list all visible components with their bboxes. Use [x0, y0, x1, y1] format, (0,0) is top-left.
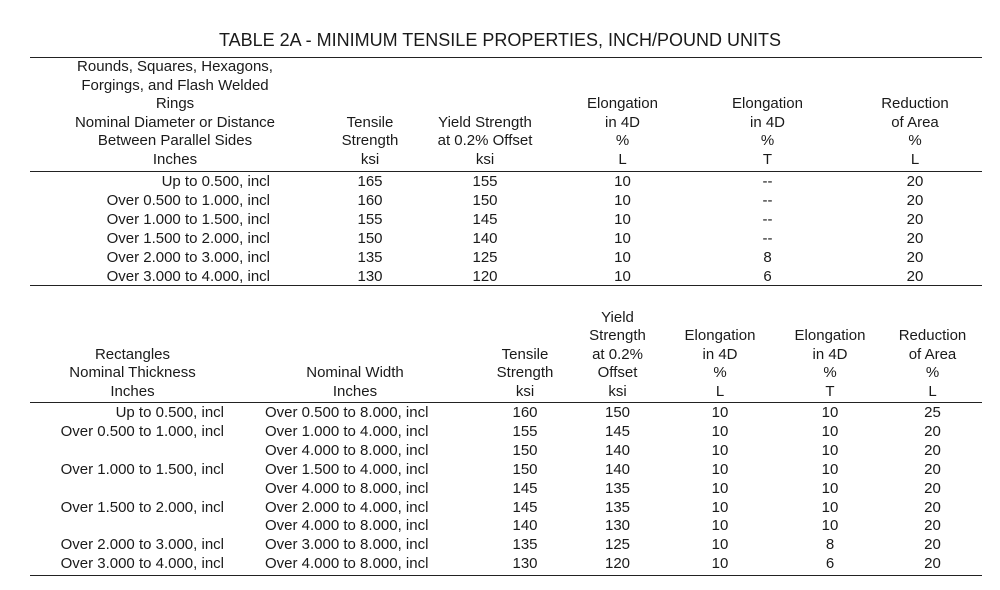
reduction-cell: 20 [906, 173, 924, 190]
width-cell: Over 4.000 to 8.000, incl [265, 479, 429, 497]
thickness-header-line: Rectangles [94, 345, 171, 363]
elongation-l-header-line: % [615, 132, 630, 150]
size-header-line: Rounds, Squares, Hexagons, [77, 58, 273, 75]
reduction-cell: 20 [924, 555, 941, 573]
thickness-header-line: Inches [110, 383, 155, 400]
tensile-cell: 140 [512, 517, 538, 535]
reduction-header-line: of Area [891, 113, 939, 131]
elongation-l-cell: 10 [614, 192, 631, 209]
elongation-t-cell: -- [762, 192, 773, 209]
size-cell: Over 0.500 to 1.000, incl [106, 192, 270, 209]
yield-header-line: Offset [597, 364, 638, 382]
tensile-cell: 155 [512, 422, 538, 440]
thickness-cell: Over 0.500 to 1.000, incl [60, 422, 224, 440]
elongation-l-cell: 10 [711, 479, 729, 497]
size-cell: Over 2.000 to 3.000, incl [106, 249, 270, 266]
reduction-cell: 20 [924, 536, 941, 554]
yield-cell: 145 [604, 422, 631, 440]
tensile-cell: 145 [512, 479, 538, 497]
reduction-header-line: % [908, 132, 922, 150]
elongation-l-cell: 10 [711, 555, 729, 573]
elongation-t-header-line: % [823, 364, 837, 382]
reduction-cell: 20 [906, 211, 924, 228]
elongation-t-cell: 8 [825, 536, 835, 554]
tensile-cell: 130 [512, 555, 538, 573]
yield-cell: 155 [472, 173, 498, 190]
reduction-cell: 20 [924, 517, 941, 535]
thickness-cell: Over 1.000 to 1.500, incl [60, 460, 224, 478]
size-cell: Up to 0.500, incl [161, 173, 270, 190]
elongation-l-header-line: % [713, 364, 727, 382]
tensile-cell: 150 [512, 441, 538, 459]
width-header-line: Inches [332, 383, 378, 400]
size-cell: Over 3.000 to 4.000, incl [106, 268, 270, 285]
yield-cell: 120 [472, 268, 498, 285]
yield-cell: 145 [472, 211, 498, 228]
elongation-l-cell: 10 [711, 536, 729, 554]
table2-bottom-rule [30, 575, 982, 576]
reduction-cell: 20 [906, 230, 924, 247]
elongation-l-cell: 10 [614, 268, 631, 285]
width-cell: Over 2.000 to 4.000, incl [265, 498, 429, 516]
reduction-cell: 20 [924, 441, 941, 459]
yield-cell: 140 [604, 441, 631, 459]
tensile-cell: 130 [357, 268, 383, 285]
elongation-l-header-line: Elongation [587, 95, 658, 113]
yield-cell: 140 [604, 460, 631, 478]
elongation-l-header-line: Elongation [684, 327, 756, 345]
tensile-header-line: Tensile [501, 345, 549, 363]
tensile-cell: 160 [512, 404, 538, 421]
yield-header-line: Yield [601, 308, 634, 326]
tensile-cell: 155 [357, 211, 383, 228]
yield-cell: 125 [604, 536, 631, 554]
elongation-t-cell: 10 [821, 517, 839, 535]
width-cell: Over 4.000 to 8.000, incl [265, 517, 429, 535]
size-header-line: Between Parallel Sides [97, 132, 253, 150]
elongation-l-cell: 10 [614, 249, 631, 266]
tensile-header-line: Tensile [346, 113, 394, 131]
yield-header-line: ksi [475, 151, 495, 168]
elongation-t-header-line: Elongation [732, 95, 803, 113]
elongation-t-cell: 6 [763, 268, 772, 285]
yield-cell: 130 [604, 517, 631, 535]
elongation-t-cell: -- [762, 211, 773, 228]
elongation-l-cell: 10 [711, 498, 729, 516]
thickness-cell: Over 2.000 to 3.000, incl [60, 536, 224, 554]
elongation-t-cell: 8 [763, 249, 772, 266]
width-cell: Over 3.000 to 8.000, incl [265, 536, 429, 554]
size-header-line: Inches [152, 151, 198, 168]
width-header-line: Nominal Width [306, 364, 404, 382]
tensile-header-line: ksi [515, 383, 535, 400]
elongation-l-cell: 10 [711, 517, 729, 535]
reduction-cell: 20 [906, 249, 924, 266]
reduction-cell: 20 [924, 498, 941, 516]
width-cell: Over 0.500 to 8.000, incl [265, 404, 429, 421]
elongation-t-cell: 10 [821, 498, 839, 516]
reduction-cell: 20 [924, 479, 941, 497]
elongation-t-header-line: % [760, 132, 775, 150]
elongation-l-header-line: in 4D [702, 345, 738, 363]
elongation-l-cell: 10 [711, 422, 729, 440]
size-header-line: Forgings, and Flash Welded [81, 76, 269, 94]
elongation-t-header-line: in 4D [749, 113, 786, 131]
elongation-l-header-line: in 4D [604, 113, 641, 131]
tensile-cell: 135 [512, 536, 538, 554]
elongation-l-cell: 10 [711, 441, 729, 459]
reduction-cell: 20 [906, 268, 924, 285]
reduction-header-line: Reduction [881, 95, 949, 113]
tensile-cell: 165 [357, 173, 383, 190]
elongation-l-cell: 10 [614, 230, 631, 247]
tensile-cell: 145 [512, 498, 538, 516]
elongation-t-cell: -- [762, 230, 773, 247]
size-header-line: Rings [155, 95, 195, 113]
yield-header-line: ksi [608, 383, 627, 400]
reduction-header-line: Reduction [898, 327, 967, 345]
elongation-l-header-line: L [618, 151, 627, 168]
width-cell: Over 1.500 to 4.000, incl [265, 460, 429, 478]
tensile-header-line: Strength [496, 364, 554, 382]
tensile-header-line: Strength [341, 132, 399, 150]
elongation-t-cell: 10 [821, 422, 839, 440]
yield-header-line: Strength [589, 327, 646, 345]
size-cell: Over 1.000 to 1.500, incl [106, 211, 270, 228]
elongation-t-cell: 6 [825, 555, 835, 573]
width-cell: Over 4.000 to 8.000, incl [265, 555, 429, 573]
tensile-cell: 150 [357, 230, 383, 247]
reduction-cell: 20 [924, 422, 941, 440]
reduction-header-line: % [925, 364, 940, 382]
yield-cell: 150 [472, 192, 498, 209]
elongation-t-header-line: Elongation [794, 327, 866, 345]
tensile-cell: 160 [357, 192, 383, 209]
yield-cell: 150 [604, 404, 631, 421]
elongation-l-cell: 10 [711, 460, 729, 478]
table1-header-rule [30, 171, 982, 172]
reduction-header-line: L [910, 151, 920, 168]
elongation-t-cell: 10 [821, 404, 839, 421]
yield-header-line: at 0.2% Offset [437, 132, 533, 150]
yield-cell: 125 [472, 249, 498, 266]
elongation-t-header-line: T [762, 151, 773, 168]
table1-bottom-rule [30, 285, 982, 286]
elongation-t-header-line: T [825, 383, 835, 400]
elongation-l-cell: 10 [614, 211, 631, 228]
reduction-cell: 20 [906, 192, 924, 209]
table-title: TABLE 2A - MINIMUM TENSILE PROPERTIES, INCH/POUND UNITS [218, 30, 782, 50]
width-cell: Over 4.000 to 8.000, incl [265, 441, 429, 459]
elongation-l-cell: 10 [711, 404, 729, 421]
yield-cell: 120 [604, 555, 631, 573]
elongation-t-cell: 10 [821, 479, 839, 497]
thickness-cell: Over 3.000 to 4.000, incl [60, 555, 224, 573]
yield-cell: 135 [604, 498, 631, 516]
elongation-l-cell: 10 [614, 173, 631, 190]
elongation-t-cell: -- [762, 173, 773, 190]
elongation-t-cell: 10 [821, 460, 839, 478]
reduction-header-line: L [928, 383, 937, 400]
yield-cell: 135 [604, 479, 631, 497]
yield-header-line: Yield Strength [438, 113, 532, 131]
size-cell: Over 1.500 to 2.000, incl [106, 230, 270, 247]
reduction-header-line: of Area [908, 345, 957, 363]
table2-header-rule [30, 402, 982, 403]
elongation-t-header-line: in 4D [812, 345, 848, 363]
reduction-cell: 25 [924, 404, 941, 421]
thickness-header-line: Nominal Thickness [69, 364, 196, 382]
yield-header-line: at 0.2% [592, 345, 643, 363]
elongation-l-header-line: L [715, 383, 725, 400]
thickness-cell: Over 1.500 to 2.000, incl [60, 498, 224, 516]
yield-cell: 140 [472, 230, 498, 247]
tensile-cell: 135 [357, 249, 383, 266]
reduction-cell: 20 [924, 460, 941, 478]
size-header-line: Nominal Diameter or Distance [74, 113, 276, 131]
elongation-t-cell: 10 [821, 441, 839, 459]
width-cell: Over 1.000 to 4.000, incl [265, 422, 429, 440]
tensile-header-line: ksi [360, 151, 380, 168]
thickness-cell: Up to 0.500, incl [115, 404, 224, 421]
tensile-cell: 150 [512, 460, 538, 478]
